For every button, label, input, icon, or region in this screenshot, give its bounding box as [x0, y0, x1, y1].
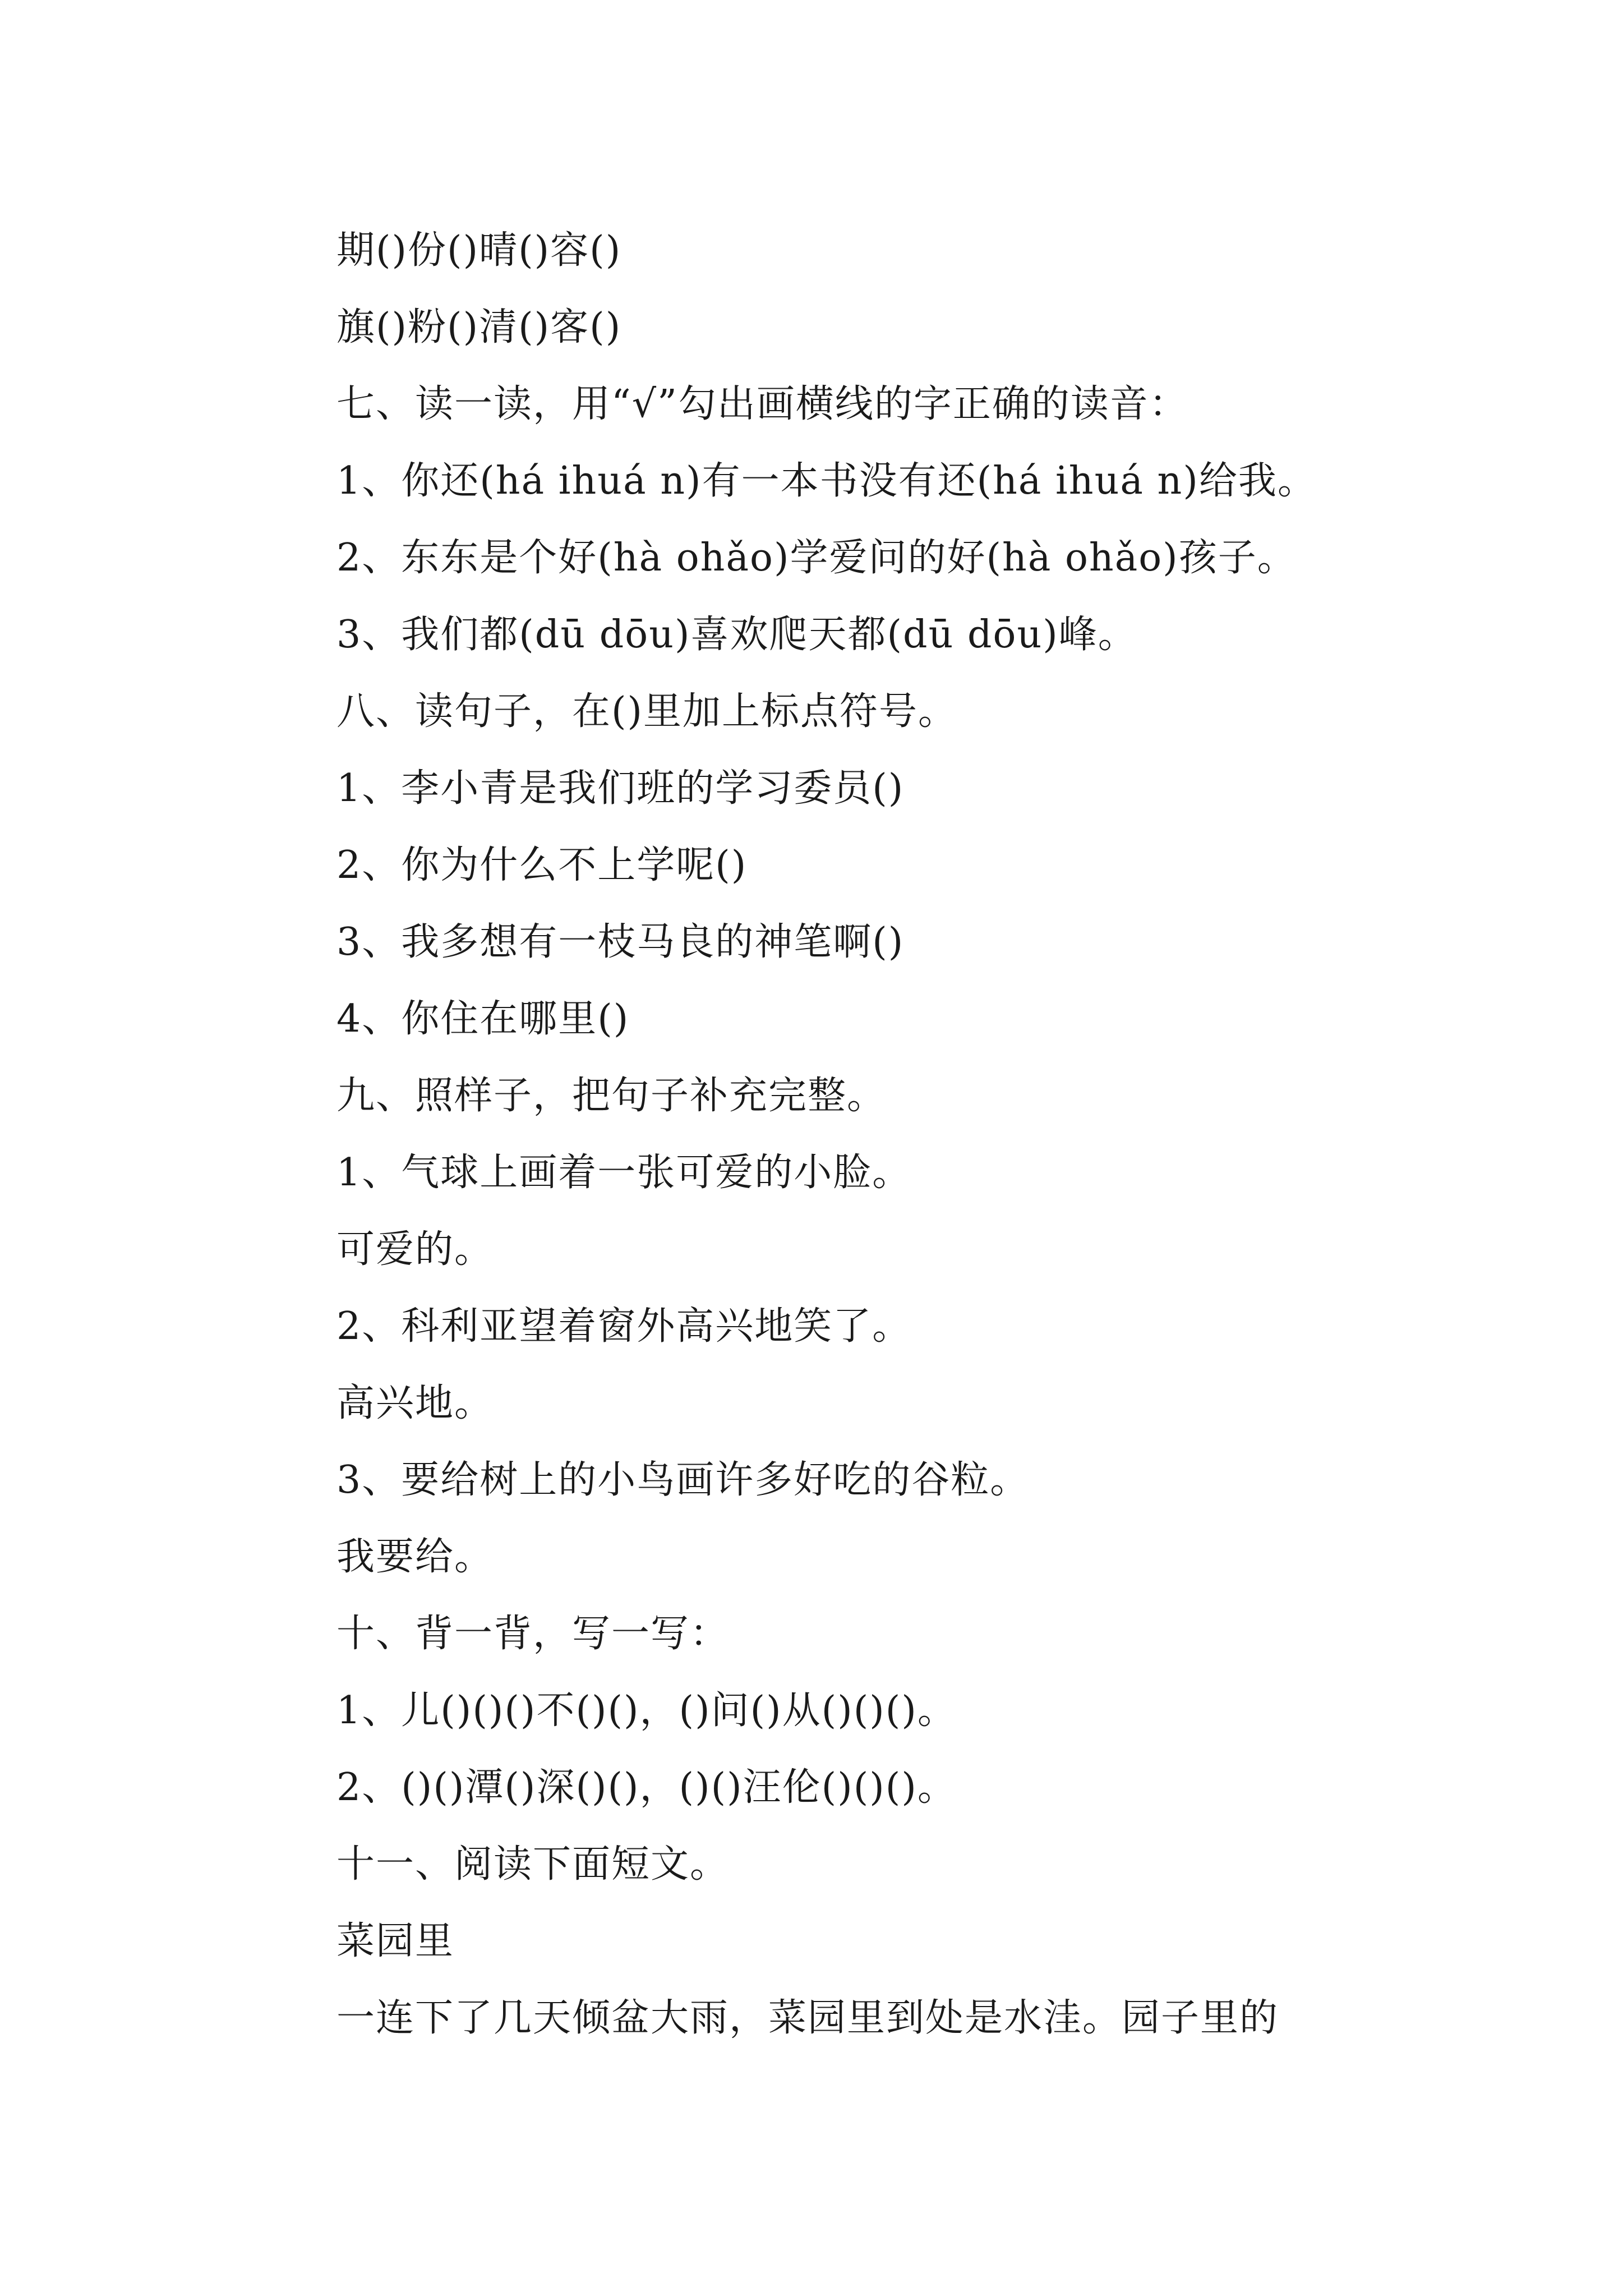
- text-line: 我要给。: [336, 1535, 494, 1579]
- text-line: 1、儿()()()不()()，()问()从()()()。: [336, 1688, 957, 1733]
- text-line: 1、李小青是我们班的学习委员(): [336, 766, 905, 811]
- text-line: 旗()粉()清()客(): [336, 305, 622, 349]
- text-line: 3、我们都(dū dōu)喜欢爬天都(dū dōu)峰。: [336, 613, 1137, 657]
- text-line: 2、东东是个好(hà ohǎo)学爱问的好(hà ohǎo)孩子。: [336, 536, 1297, 580]
- text-line: 2、科利亚望着窗外高兴地笑了。: [336, 1304, 912, 1349]
- section-heading: 九、照样子，把句子补充完整。: [336, 1074, 887, 1118]
- section-heading: 八、读句子，在()里加上标点符号。: [336, 689, 958, 734]
- text-line: 4、你住在哪里(): [336, 997, 630, 1041]
- text-line: 3、要给树上的小鸟画许多好吃的谷粒。: [336, 1458, 1030, 1502]
- text-line: 1、气球上画着一张可爱的小脸。: [336, 1151, 912, 1195]
- text-line: 期()份()晴()容(): [336, 228, 622, 273]
- section-heading: 七、读一读，用“√”勾出画横线的字正确的读音：: [336, 382, 1188, 426]
- passage-title: 菜园里: [336, 1919, 455, 1963]
- section-heading: 十、背一背，写一写：: [336, 1612, 730, 1656]
- text-line: 2、()()潭()深()()，()()汪伦()()()。: [336, 1765, 957, 1810]
- text-line: 2、你为什么不上学呢(): [336, 843, 748, 887]
- document-body: [336, 212, 1514, 2056]
- section-heading: 十一、阅读下面短文。: [336, 1842, 730, 1887]
- text-line: 高兴地。: [336, 1381, 494, 1425]
- passage-text: 一连下了几天倾盆大雨，菜园里到处是水洼。园子里的: [336, 1996, 1279, 2040]
- text-line: 可爱的。: [336, 1227, 494, 1272]
- text-line: 1、你还(há ihuá n)有一本书没有还(há ihuá n)给我。: [336, 459, 1317, 503]
- text-line: 3、我多想有一枝马良的神笔啊(): [336, 920, 905, 964]
